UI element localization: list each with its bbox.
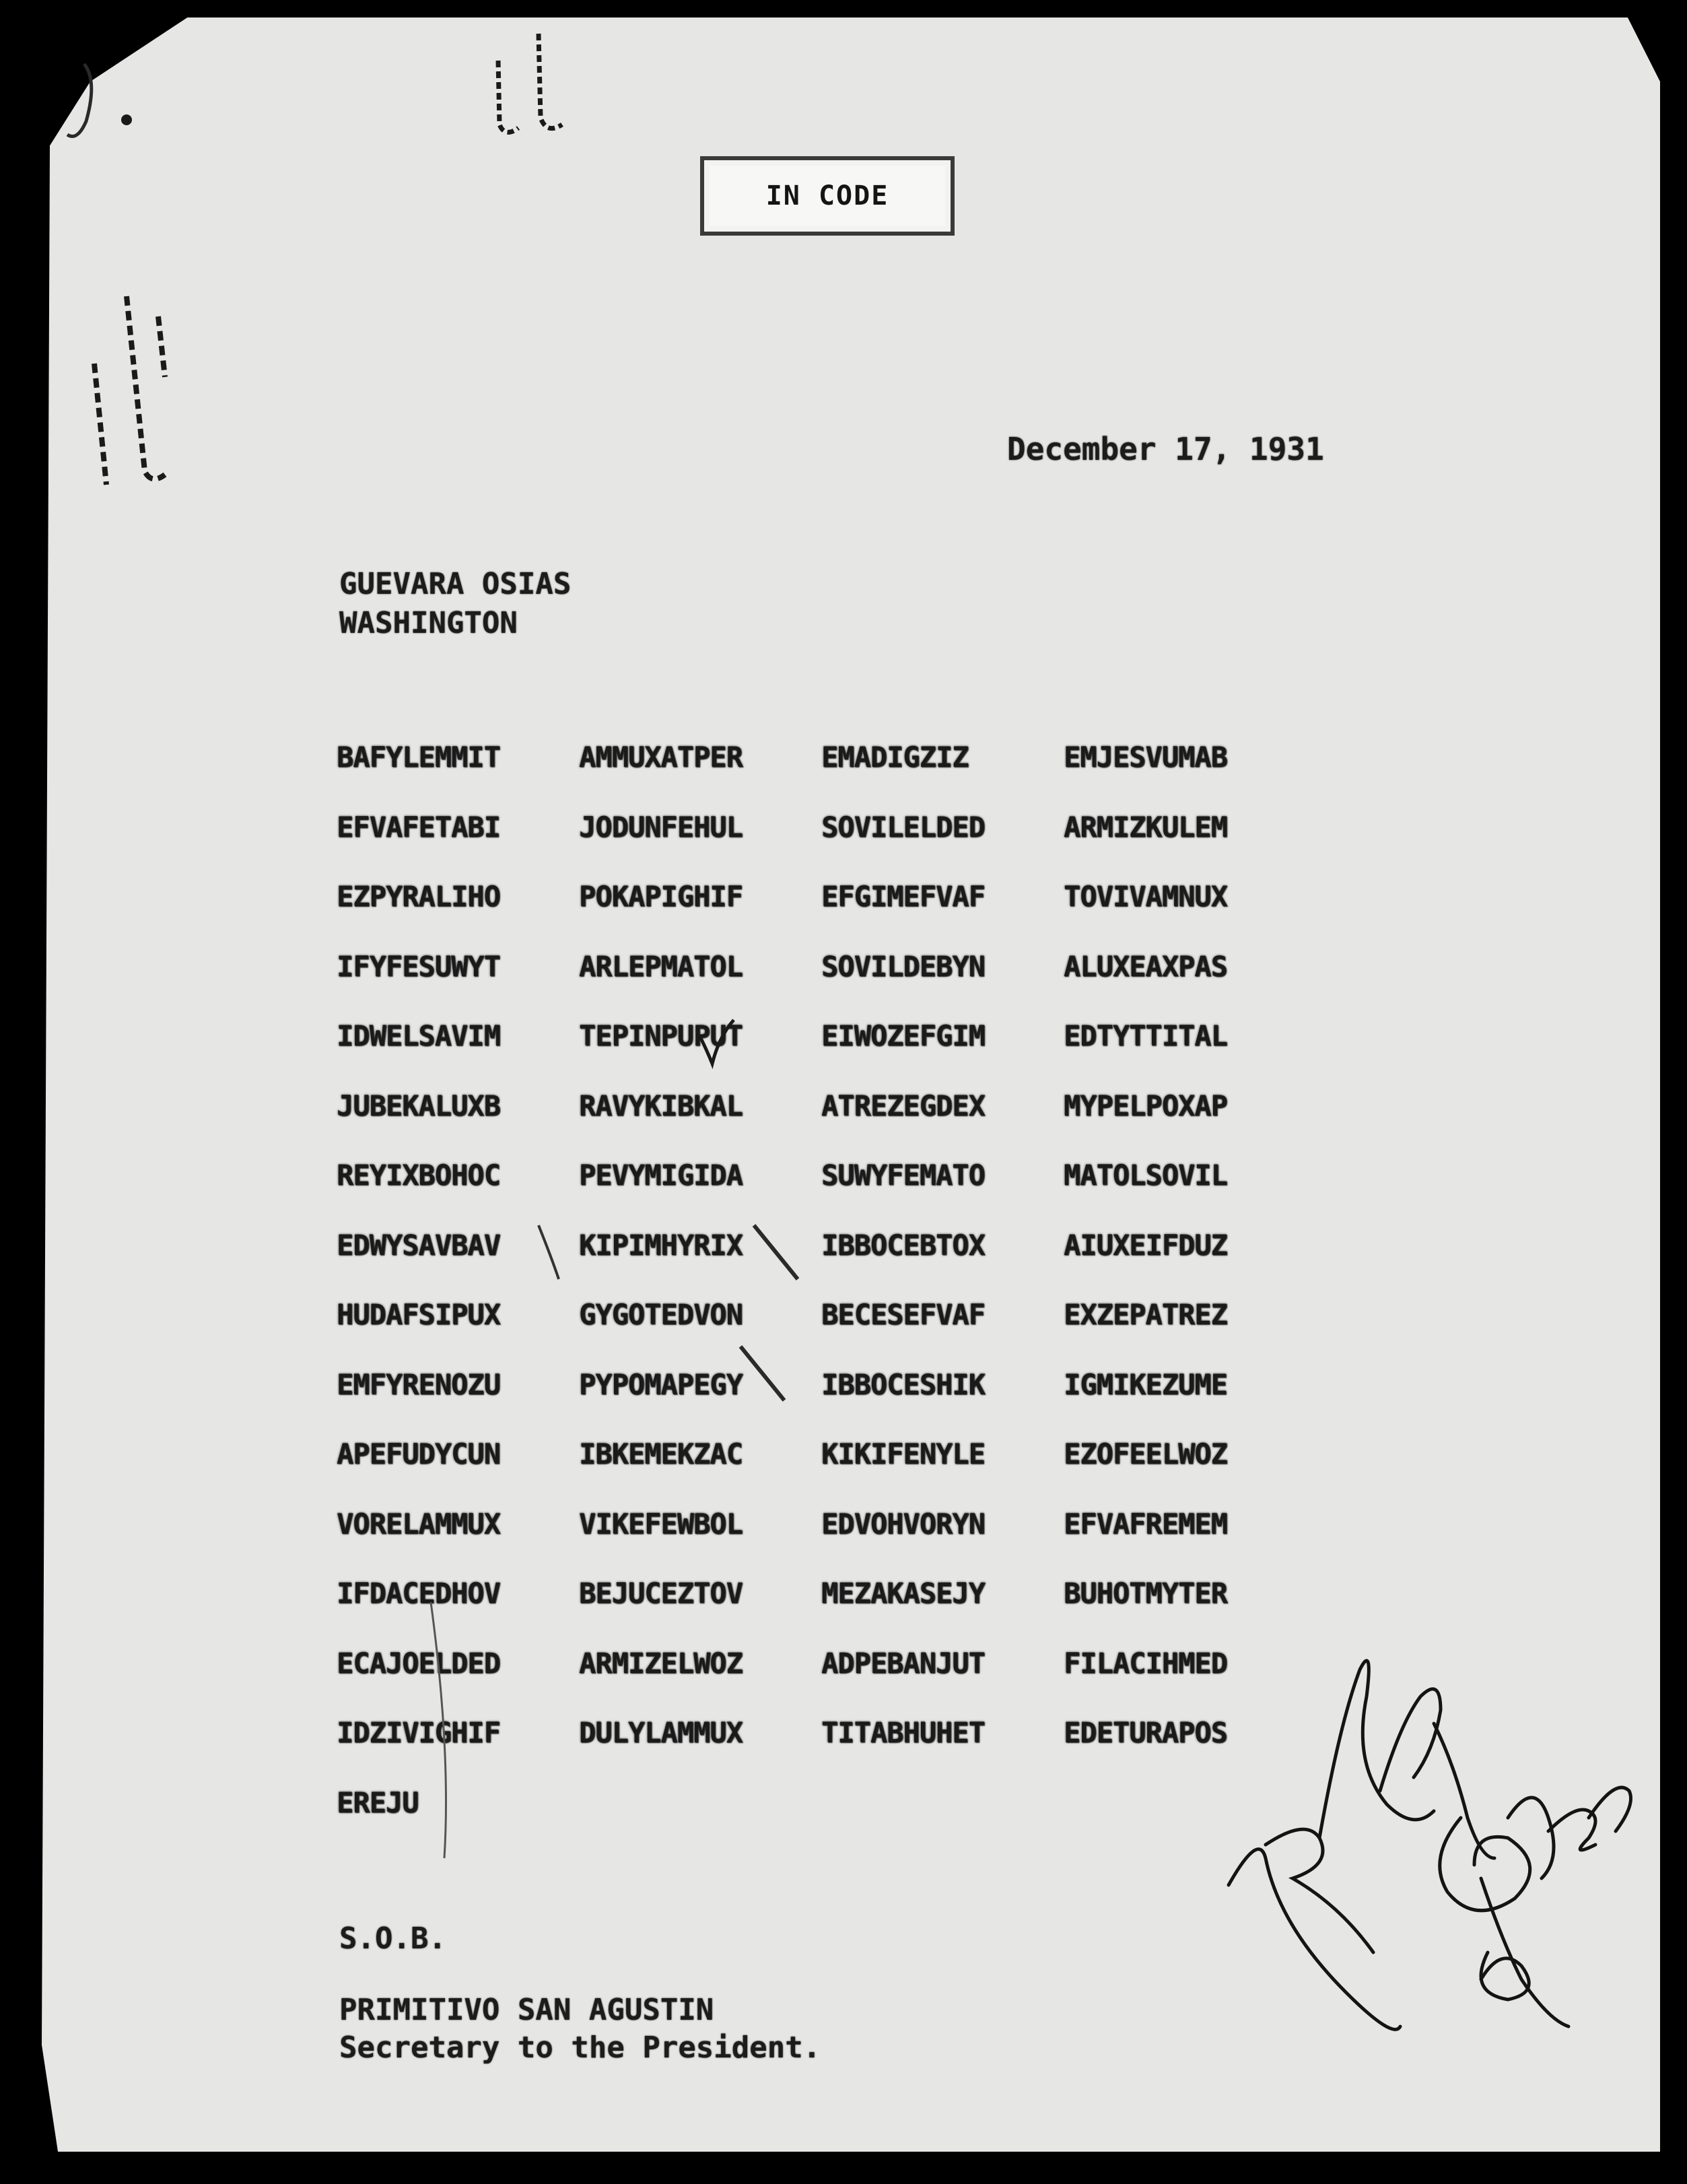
code-group: DULYLAMMUX	[579, 1716, 743, 1749]
code-group: EDVOHVORYN	[821, 1507, 985, 1540]
margin-pencil-mark	[94, 296, 165, 485]
code-group: EFVAFETABI	[337, 810, 500, 844]
code-group: KIPIMHYRIX	[579, 1228, 743, 1262]
code-group: KIKIFENYLE	[821, 1437, 985, 1470]
code-group: ATREZEGDEX	[821, 1089, 985, 1122]
signer-title: Secretary to the President.	[339, 2031, 821, 2065]
code-group: JODUNFEHUL	[579, 810, 743, 844]
sob-marker: S.O.B.	[339, 1921, 446, 1956]
code-group: EMADIGZIZ	[821, 741, 969, 774]
code-group: SUWYFEMATO	[821, 1159, 985, 1192]
code-group: EFGIMEFVAF	[821, 880, 985, 913]
code-group: VORELAMMUX	[337, 1507, 500, 1540]
code-group: POKAPIGHIF	[579, 880, 743, 913]
code-group: ALUXEAXPAS	[1064, 949, 1227, 983]
corner-fold-mark	[67, 64, 92, 137]
recipient-name: GUEVARA OSIAS	[339, 567, 572, 601]
code-group: ARMIZKULEM	[1064, 810, 1227, 844]
code-group: HUDAFSIPUX	[337, 1298, 500, 1331]
code-group: IBKEMEKZAC	[579, 1437, 743, 1470]
code-group: TEPINPUPUT	[579, 1019, 743, 1052]
code-group: MATOLSOVIL	[1064, 1159, 1227, 1192]
code-group: ADPEBANJUT	[821, 1646, 985, 1680]
pencil-stroke	[741, 1346, 784, 1400]
code-group: ECAJOELDED	[337, 1646, 500, 1680]
code-group: EMFYRENOZU	[337, 1367, 500, 1401]
code-group: EDTYTTITAL	[1064, 1019, 1227, 1052]
code-group: ARLEPMATOL	[579, 949, 743, 983]
code-group: EZOFEELWOZ	[1064, 1437, 1227, 1470]
code-group: BEJUCEZTOV	[579, 1577, 743, 1610]
code-group: IBBOCESHIK	[821, 1367, 985, 1401]
code-group: RAVYKIBKAL	[579, 1089, 743, 1122]
signer-name: PRIMITIVO SAN AGUSTIN	[339, 1993, 714, 2027]
pencil-stroke	[754, 1225, 798, 1279]
ink-dot	[121, 114, 132, 125]
code-group: BAFYLEMMIT	[337, 741, 500, 774]
recipient-city: WASHINGTON	[339, 606, 518, 640]
in-code-stamp: IN CODE	[700, 156, 955, 236]
code-group: VIKEFEWBOL	[579, 1507, 743, 1540]
code-group: AMMUXATPER	[579, 741, 743, 774]
code-group: IBBOCEBTOX	[821, 1228, 985, 1262]
document-date: December 17, 1931	[1007, 431, 1324, 467]
code-group: PEVYMIGIDA	[579, 1159, 743, 1192]
check-mark	[700, 1020, 734, 1064]
code-group: MYPELPOXAP	[1064, 1089, 1227, 1122]
code-group: JUBEKALUXB	[337, 1089, 500, 1122]
code-group: ARMIZELWOZ	[579, 1646, 743, 1680]
code-group: TITABHUHET	[821, 1716, 985, 1749]
code-group: IDWELSAVIM	[337, 1019, 500, 1052]
code-group: MEZAKASEJY	[821, 1577, 985, 1610]
code-group: EXZEPATREZ	[1064, 1298, 1227, 1331]
code-group: FILACIHMED	[1064, 1646, 1227, 1680]
code-group: APEFUDYCUN	[337, 1437, 500, 1470]
code-group: SOVILDEBYN	[821, 949, 985, 983]
code-group: EDETURAPOS	[1064, 1716, 1227, 1749]
code-group: AIUXEIFDUZ	[1064, 1228, 1227, 1262]
code-group: TOVIVAMNUX	[1064, 880, 1227, 913]
handwritten-signature	[1229, 1661, 1631, 2030]
code-group: EFVAFREMEM	[1064, 1507, 1227, 1540]
code-group: EREJU	[337, 1785, 419, 1819]
code-group: IFDACEDHOV	[337, 1577, 500, 1610]
code-group: IFYFESUWYT	[337, 949, 500, 983]
code-group: PYPOMAPEGY	[579, 1367, 743, 1401]
code-group: BUHOTMYTER	[1064, 1577, 1227, 1610]
code-group: REYIXBOHOC	[337, 1159, 500, 1192]
code-group: IDZIVIGHIF	[337, 1716, 500, 1749]
code-group: EZPYRALIHO	[337, 880, 500, 913]
top-pencil-mark	[498, 34, 562, 132]
pencil-line	[431, 1602, 446, 1858]
pencil-stroke	[539, 1225, 559, 1279]
code-group: EDWYSAVBAV	[337, 1228, 500, 1262]
code-group: EIWOZEFGIM	[821, 1019, 985, 1052]
code-group: IGMIKEZUME	[1064, 1367, 1227, 1401]
code-group: EMJESVUMAB	[1064, 741, 1227, 774]
code-group: SOVILELDED	[821, 810, 985, 844]
code-group: GYGOTEDVON	[579, 1298, 743, 1331]
code-group: BECESEFVAF	[821, 1298, 985, 1331]
